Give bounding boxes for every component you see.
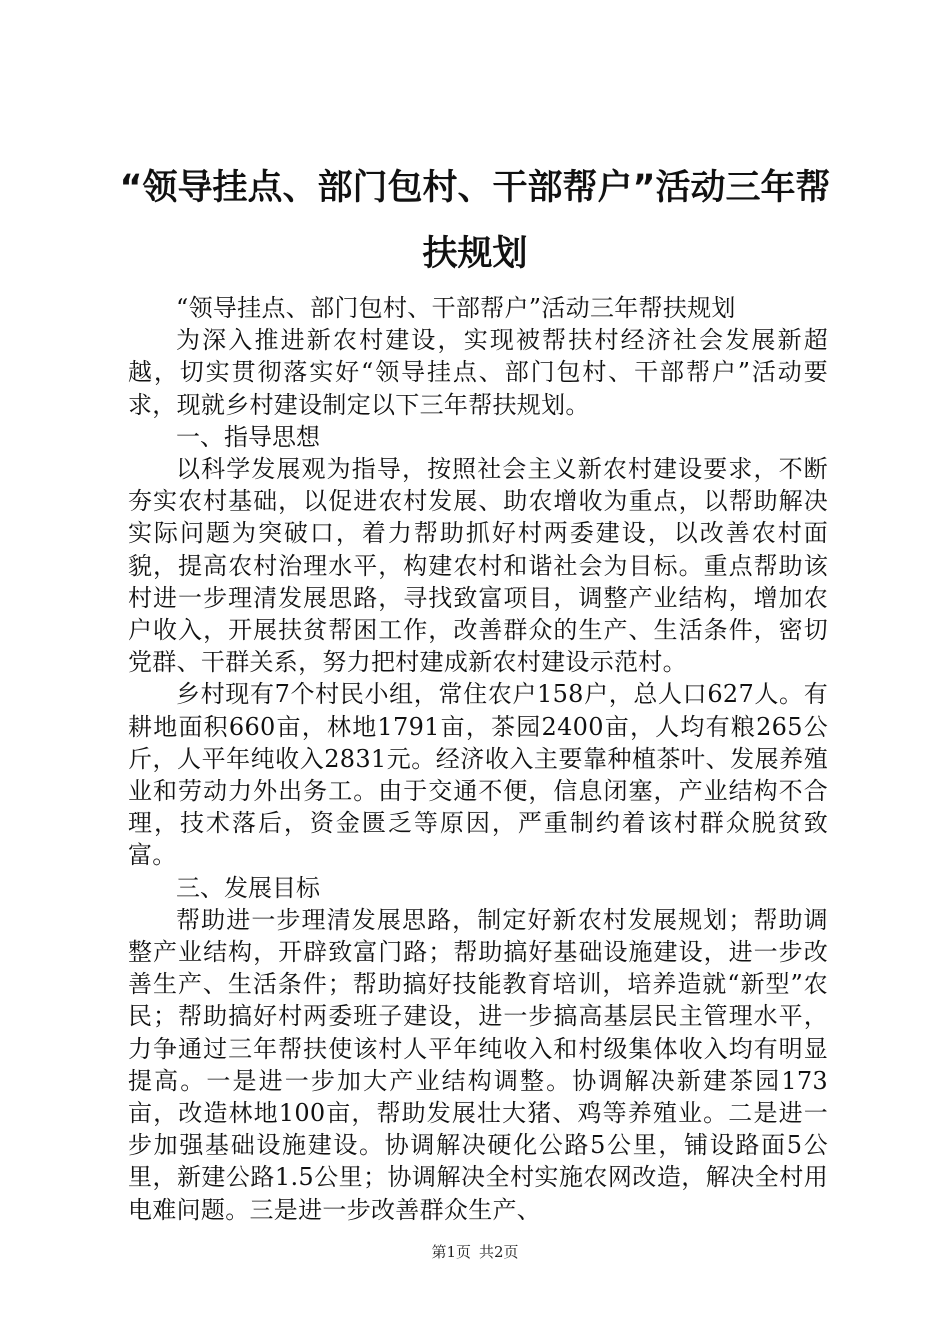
document-body [128,292,828,1226]
page-number: 第1页 [431,1243,471,1261]
body-paragraph: 乡村现有7个村民小组，常住农户158户，总人口627人。有耕地面积660亩，林地1791亩，茶园2400亩，人均有粮265公斤，人平年纯收入2831元。经济收入主要靠种植茶叶、发展养殖业和劳动力外出务工。由于交通不便，信息闭塞，产业结构不合理，技术落后，资金匮乏等原因，严重制约着该村群众脱贫致富。 [128,680,828,870]
body-paragraph: 为深入推进新农村建设，实现被帮扶村经济社会发展新超越，切实贯彻落实好“领导挂点、部门包村、干部帮户”活动要求，现就乡村建设制定以下三年帮扶规划。 [128,326,828,419]
page-footer [0,1242,950,1262]
body-paragraph: 帮助进一步理清发展思路，制定好新农村发展规划；帮助调整产业结构，开辟致富门路；帮助搞好基础设施建设，进一步改善生产、生活条件；帮助搞好技能教育培训，培养造就“新型”农民；帮助搞好村两委班子建设，进一步搞高基层民主管理水平，力争通过三年帮扶使该村人平年纯收入和村级集体收入均有明显提高。一是进一步加大产业结构调整。协调解决新建茶园173亩，改造林地100亩，帮助发展壮大猪、鸡等养殖业。二是进一步加强基础设施建设。协调解决硬化公路5公里，铺设路面5公里，新建公路1.5公里；协调解决全村实施农网改造，解决全村用电难问题。三是进一步改善群众生产、 [128,905,828,1224]
body-paragraph: 以科学发展观为指导，按照社会主义新农村建设要求，不断夯实农村基础，以促进农村发展、助农增收为重点，以帮助解决实际问题为突破口，着力帮助抓好村两委建设，以改善农村面貌，提高农村治理水平，构建农村和谐社会为目标。重点帮助该村进一步理清发展思路，寻找致富项目，调整产业结构，增加农户收入，开展扶贫帮困工作，改善群众的生产、生活条件，密切党群、干群关系，努力把村建成新农村建设示范村。 [128,455,828,677]
section-heading: 三、发展目标 [176,873,320,902]
document-title: “领导挂点、部门包村、干部帮户”活动三年帮扶规划 [119,168,831,274]
body-paragraph: “领导挂点、部门包村、干部帮户”活动三年帮扶规划 [176,294,736,322]
page-total: 共2页 [479,1243,519,1261]
section-heading: 一、指导思想 [176,422,320,451]
